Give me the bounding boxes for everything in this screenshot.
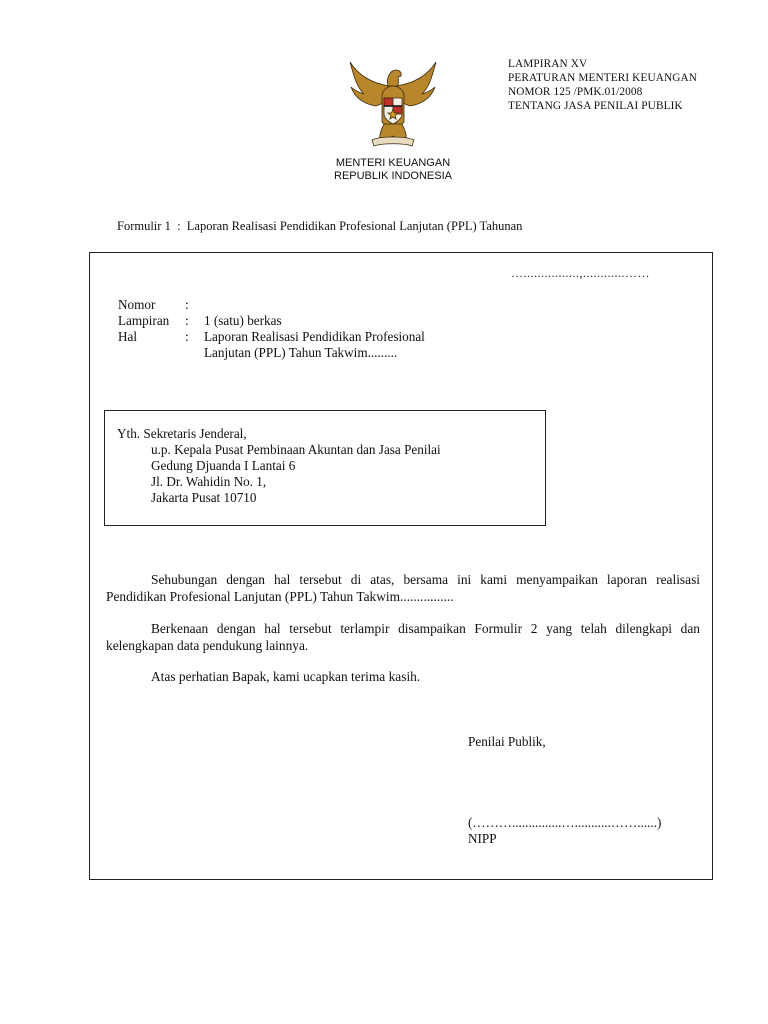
- lampiran-line: TENTANG JASA PENILAI PUBLIK: [508, 100, 683, 112]
- meta-colon: :: [185, 297, 189, 312]
- signature-nipp: NIPP: [468, 831, 497, 846]
- regulation-reference: [508, 57, 697, 113]
- body-paragraph: [106, 669, 700, 686]
- ministry-label: [300, 157, 486, 183]
- body-paragraph: [106, 621, 700, 654]
- address-line-attention: u.p. Kepala Pusat Pembinaan Akuntan dan Jasa Penilai: [151, 442, 441, 457]
- address-line-building: Gedung Djuanda I Lantai 6: [151, 458, 296, 473]
- meta-label-hal: Hal: [118, 329, 138, 344]
- garuda-pancasila-emblem-icon: [346, 56, 440, 152]
- signature-name-placeholder: (………...............…...........……......): [468, 815, 662, 830]
- lampiran-line: LAMPIRAN XV: [508, 58, 588, 70]
- meta-colon: :: [185, 329, 189, 344]
- form-title: Formulir 1 : Laporan Realisasi Pendidikan Profesional Lanjutan (PPL) Tahunan: [117, 219, 523, 233]
- meta-label-lampiran: Lampiran: [118, 313, 170, 328]
- lampiran-line: NOMOR 125 /PMK.01/2008: [508, 86, 643, 98]
- meta-value-hal: Laporan Realisasi Pendidikan Profesional: [204, 329, 425, 344]
- date-line: …................,............……: [511, 266, 650, 280]
- address-line-street: Jl. Dr. Wahidin No. 1,: [151, 474, 267, 489]
- lampiran-line: PERATURAN MENTERI KEUANGAN: [508, 72, 697, 84]
- meta-colon: :: [185, 313, 189, 328]
- ministry-line-1: MENTERI KEUANGAN: [335, 157, 451, 169]
- meta-value-hal-continuation: Lanjutan (PPL) Tahun Takwim.........: [204, 345, 398, 360]
- meta-label-nomor: Nomor: [118, 297, 156, 312]
- ministry-line-2: REPUBLIK INDONESIA: [334, 170, 452, 182]
- letter-frame: [89, 252, 713, 880]
- address-line-city: Jakarta Pusat 10710: [151, 490, 257, 505]
- paragraph-text: Berkenaan dengan hal tersebut terlampir disampaikan Formulir 2 yang telah dilengkapi dan kelengkapan data pendukung lainnya.: [106, 621, 700, 653]
- paragraph-text: Atas perhatian Bapak, kami ucapkan terima kasih.: [151, 669, 421, 684]
- meta-value-lampiran: 1 (satu) berkas: [204, 313, 282, 328]
- signature-title: Penilai Publik,: [468, 734, 546, 749]
- address-line-salutation: Yth. Sekretaris Jenderal,: [117, 426, 247, 441]
- paragraph-text: Sehubungan dengan hal tersebut di atas, bersama ini kami menyampaikan laporan realisasi Pendidikan Profesional Lanjutan (PPL) Tahun Takwim................: [106, 572, 700, 604]
- body-paragraph: [106, 572, 700, 605]
